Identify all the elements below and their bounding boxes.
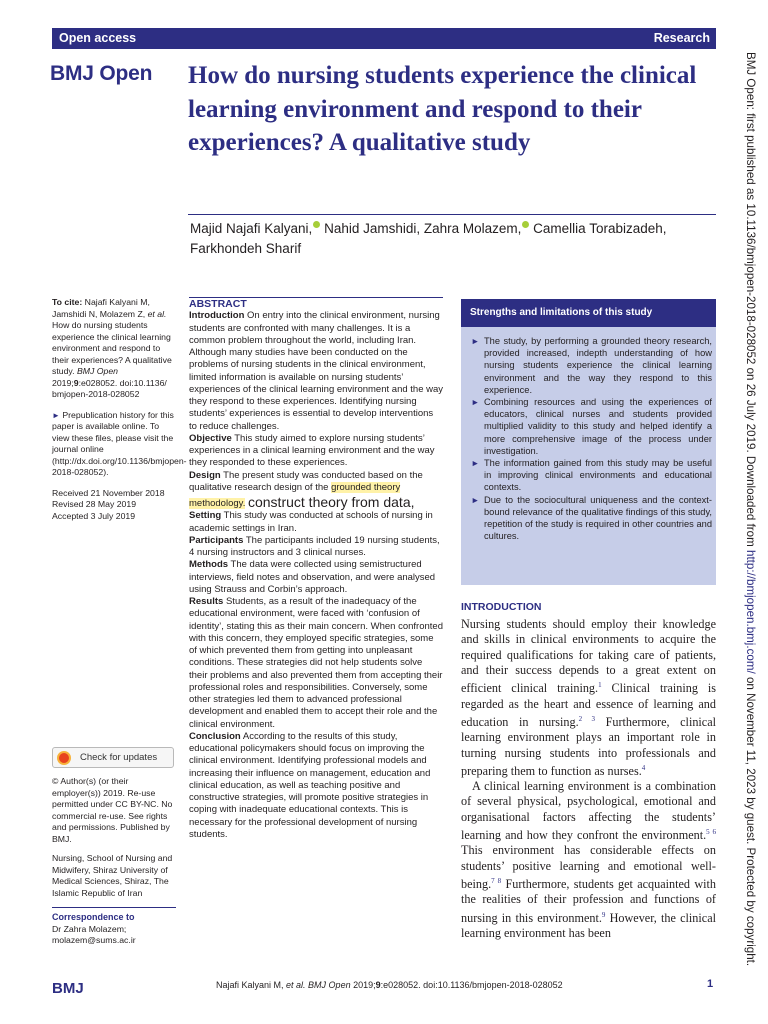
orcid-icon[interactable] xyxy=(522,221,529,228)
correspondence: Correspondence to Dr Zahra Molazem; molazem@sums.ac.ir xyxy=(52,907,176,947)
reference-link[interactable]: 1 xyxy=(598,681,602,690)
triangle-bullet-icon: ► xyxy=(471,458,480,469)
reference-link[interactable]: 5 6 xyxy=(706,828,716,837)
section-label: Research xyxy=(653,31,710,45)
journal-link[interactable]: http://bmjopen.bmj.com/ xyxy=(744,550,757,674)
check-for-updates-button[interactable]: Check for updates xyxy=(52,747,174,768)
crossmark-icon xyxy=(57,751,71,765)
strengths-heading: Strengths and limitations of this study xyxy=(461,299,716,327)
affiliation: Nursing, School of Nursing and Midwifery, Shiraz University of Medical Sciences, Shiraz, The Islamic Republic of Iran xyxy=(52,853,173,898)
open-access-label: Open access xyxy=(59,31,137,45)
top-banner xyxy=(52,28,716,49)
reference-link[interactable]: 2 3 xyxy=(578,714,595,723)
author-2: Nahid Jamshidi, Zahra Molazem, xyxy=(324,221,522,236)
footer-citation: Najafi Kalyani M, et al. BMJ Open 2019;9:e028052. doi:10.1136/bmjopen-2018-028052 xyxy=(216,980,563,990)
strengths-list xyxy=(470,335,712,542)
triangle-bullet-icon: ► xyxy=(52,410,60,420)
highlighted-text: grounded theory methodology. xyxy=(189,481,401,509)
page-number: 1 xyxy=(707,978,714,990)
list-item: ► The study, by performing a grounded theory research, provided increased, indepth understanding of how nursing students experience the clinical learning environment and the way they respond to this experience. xyxy=(471,336,712,395)
intro-paragraph-1: Nursing students should employ their knowledge and skills in clinical environments to acquire the required qualifications for taking care of patients, and their success depends to a great extent on efficient clinical training.$^1$ Clinical training is regarded as the heart and essence of learning and education in nursing.$^{2 3}$ Furthermore, clinical learning environment plays an important role in turning nursing students into professionals and preparing them to function as nurses.$^4$ xyxy=(461,617,717,778)
sidebar-lower xyxy=(52,776,176,955)
reference-link[interactable]: 9 xyxy=(601,910,606,919)
prepub-link[interactable]: Prepublication history for this paper is available online. To view these files, please visit the journal online (http://dx.doi.org/10.1136/bmjopen-2018-028052). xyxy=(52,409,187,477)
reference-link[interactable]: 4 xyxy=(641,763,646,772)
introduction-section xyxy=(461,600,716,941)
list-item: ► Combining resources and using the experiences of educators, clinical nurses and students provided multiplied validity to this study and helped identify a more comprehensive image of the process under investigation. xyxy=(471,397,712,456)
reference-link[interactable]: 7 8 xyxy=(491,877,502,885)
dates-block: Received 21 November 2018 Revised 28 May 2019 Accepted 3 July 2019 xyxy=(52,487,165,521)
sidebar xyxy=(52,297,187,531)
orcid-icon[interactable] xyxy=(313,221,320,228)
article-title: How do nursing students experience the clinical learning environment and respond to their experiences? A qualitative study xyxy=(188,62,697,156)
footer-logo: BMJ xyxy=(52,980,84,997)
handwritten-annotation: construct theory from data, xyxy=(247,494,415,510)
email-link[interactable]: molazem@sums.ac.ir xyxy=(52,935,136,945)
journal-logo: BMJ Open xyxy=(50,62,153,85)
margin-provenance: BMJ Open: first published as 10.1136/bmjopen-2018-028052 on 26 July 2019. Downloaded from http://bmjopen.bmj.com/ on November 11, 2023 by guest. Protected by copyright. xyxy=(744,52,757,967)
author-3: Camellia Torabizadeh, xyxy=(533,221,667,236)
title-divider xyxy=(188,214,716,215)
triangle-bullet-icon: ► xyxy=(471,397,480,408)
copyright-notice: © Author(s) (or their employer(s)) 2019. Re-use permitted under CC BY-NC. No commercial re-use. See rights and permissions. Published by BMJ. xyxy=(52,776,173,844)
abstract: ABSTRACT Introduction On entry into the clinical environment, nursing students are confronted with many challenges. It is a common problem throughout the world, including Iran. Although many studies have been conducted on the problems of nursing students in the clinical environment, limited information is available on nursing students’ experiences of the clinical learning environment and the way they respond to these experiences. Identifying nursing students’ experiences is essential to develop interventions to reduce challenges. Objective This study aimed to explore nursing students’ experiences in a clinical learning environment and the way they responded to these experiences. Design The present study was conducted based on the qualitative research design of the grounded theory methodology. construct theory from data, Setting This study was conducted at schools of nursing in academic settings in Iran. Participants The participants included 19 nursing students, 4 nursing instructors and 3 clinical nurses. Methods The data were collected using semistructured interviews, field notes and observation, and were analysed using Strauss and Corbin’s approach. Results Students, as a result of the inadequacy of the educational environment, were faced with ‘confusion of identity’, stating this as their main concern. When confronted with this concern, they employed specific strategies, some of which prevented them from getting into unpleasant conditions. These strategies did not help students solve their problems and also prevented them from accepting their professional roles and responsibilities. Conversely, some other strategies led them to advanced professional development and enabled them to accept their role and the clinical environment. Conclusion According to the results of this study, educational policymakers should focus on improving the clinical environment. Identifying professional models and increasing their influence on management, education and clinical education, as well as teaching positive and constructive strategies, will promote positive strategies in coping with inadequate educational contexts. This is necessary for the professional development of nursing students. xyxy=(189,298,444,840)
prepublication-note xyxy=(52,409,187,479)
introduction-heading: INTRODUCTION xyxy=(461,601,542,613)
citation-block: To cite: Najafi Kalyani M, Jamshidi N, Molazem Z, et al. How do nursing students experience the clinical learning environment and respond to their experiences? A qualitative study. BMJ Open 2019;9:e028052. doi:10.1136/ bmjopen-2018-028052 xyxy=(52,297,172,399)
strengths-limitations-box xyxy=(461,299,716,585)
abstract-heading: ABSTRACT xyxy=(189,298,247,310)
author-1: Majid Najafi Kalyani, xyxy=(190,221,313,236)
author-list xyxy=(190,219,718,259)
triangle-bullet-icon: ► xyxy=(471,336,480,346)
intro-paragraph-2: A clinical learning environment is a combination of several physical, psychological, emotional and organisational factors affecting the students’ learning and how they confront the environment.$^{5 6}$ This environment has considerable effects on students’ positive learning and emotional well-being.$^{7 8}$ Furthermore, students get acquainted with the realities of their profession and functions of nursing in this environment.$^9$ However, the clinical learning environment has been xyxy=(461,779,717,941)
list-item: ► The information gained from this study may be useful in improving clinical environments and educational contexts. xyxy=(471,458,712,493)
list-item: ► Due to the sociocultural uniqueness and the context-bound relevance of the qualitative findings of this study, repetition of the study is required in other countries and cultures. xyxy=(471,494,712,542)
triangle-bullet-icon: ► xyxy=(471,494,480,505)
author-4: Farkhondeh Sharif xyxy=(190,241,302,256)
